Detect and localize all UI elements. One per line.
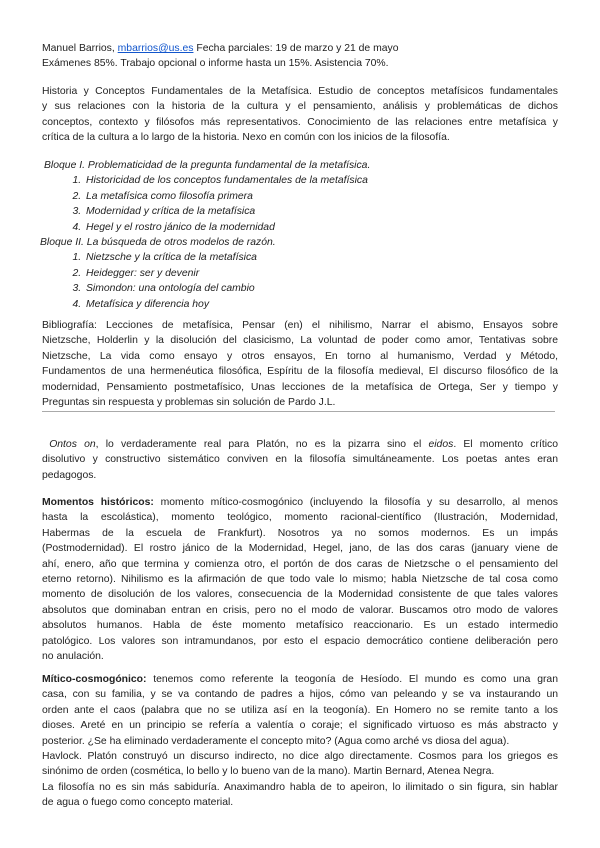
intro-line: crítica de la cultura a lo largo de la historia. Nexo en común con los inicios de la filosofía.	[42, 132, 450, 144]
mitico-line: dioses. Areté en un principio se refería a valentía o coraje; el significado virtuoso es más abstracto y	[42, 720, 558, 732]
momentos-line	[42, 495, 558, 510]
list-item: 4. Metafísica y diferencia hoy	[84, 297, 560, 312]
list-item: 4. Hegel y el rostro jánico de la modernidad	[84, 220, 560, 235]
bloque-2-list	[44, 250, 560, 312]
bibliography-line: Bibliografía: Lecciones de metafísica, Pensar (en) el nihilismo, Narrar el abismo, Ensayos sobre	[42, 320, 558, 331]
intro-line: Historia y Conceptos Fundamentales de la Metafísica. Estudio de conceptos metafísicos fundamentales	[42, 86, 558, 97]
momentos-paragraph	[42, 495, 558, 664]
momentos-line: Habermas de la escuela de Frankfurt). Nosotros ya no somos modernos. Es un impás	[42, 527, 558, 539]
list-item: 2. La metafísica como filosofía primera	[84, 189, 560, 204]
bibliography	[42, 318, 558, 410]
list-item: 2. Heidegger: ser y devenir	[84, 266, 560, 281]
bloque-2-title: Bloque II. La búsqueda de otros modelos de razón.	[40, 237, 276, 249]
momentos-line: momento de disolución de los valores, consecuencia de la Modernidad consistente de que tales valores	[42, 589, 558, 601]
ontos-line	[42, 437, 558, 452]
bibliography-line: Fundamentos de una hermenéutica filosófica, Espíritu de la filosofía medieval, El discurso filosófico de la	[42, 366, 558, 378]
mitico-line: sinónimo de orden (cosmética, lo bello y lo bueno van de la mano). Martin Bernard, Atenea Negra.	[42, 766, 495, 778]
bibliography-line: Preguntas sin respuesta y problemas sin solución de Pardo J.L.	[42, 397, 336, 409]
mitico-line: de agua o fuego como concepto material.	[42, 797, 234, 809]
list-item: 3. Modernidad y crítica de la metafísica	[84, 204, 560, 219]
bibliography-line: Nietzsche, La vida como ensayo y otros ensayos, En torno al humanismo, Verdad y Método,	[42, 350, 558, 362]
intro-line: y sus relaciones con la historia de la cultura y el pensamiento, análisis y problemáticas de dichos	[42, 101, 558, 113]
bloque-1-title: Bloque I. Problematicidad de la pregunta fundamental de la metafísica.	[44, 160, 371, 171]
email-link[interactable]: mbarrios@us.es	[117, 43, 194, 54]
syllabus	[40, 158, 560, 312]
section-divider	[42, 411, 555, 412]
momentos-line: patológico. Los valores son intramundanos, por esto el espacio democrático contiene deliberación pero	[42, 635, 558, 647]
momentos-line: no anulación.	[42, 651, 104, 663]
ontos-text: , lo verdaderamente real para Platón, no es la pizarra sino el	[95, 439, 429, 450]
momentos-line: hasta la escolástica), momento teológico, momento racional-científico (Ilustración, Modernidad,	[42, 512, 558, 524]
mitico-line: casa, con su familia, y se va contando de padres a hijos, cómo van peleando y se va instaurando un	[42, 689, 558, 701]
mitico-heading: Mítico-cosmogónico:	[42, 674, 147, 685]
mitico-line	[42, 672, 558, 687]
course-header	[42, 41, 558, 72]
list-item: 1. Historicidad de los conceptos fundamentales de la metafísica	[84, 173, 560, 188]
grading-line: Exámenes 85%. Trabajo opcional o informe hasta un 15%. Asistencia 70%.	[42, 58, 389, 70]
list-item: 1. Nietzsche y la crítica de la metafísica	[84, 250, 560, 265]
bibliography-line: Nietzsche, Holderlin y la disolución del clasicismo, La voluntad de poder como amor, Tentativas sobre	[42, 335, 558, 347]
mitico-paragraph	[42, 672, 558, 811]
mitico-text: tenemos como referente la teogonía de Hesíodo. El mundo es como una gran	[146, 674, 558, 685]
header-line-1	[42, 41, 558, 56]
intro-line: conceptos, contexto y filósofos más representativos. Conocimiento de las relaciones entre metafísica y	[42, 116, 558, 128]
ontos-text: . El momento crítico	[453, 439, 559, 450]
mitico-line: Havlock. Platón construyó un discurso indirecto, no dice algo directamente. Cosmos para los griegos es	[42, 751, 558, 763]
momentos-line: absolutos humanos. Habla de éste momento metafísico reaccionario. Es un estado intermedio	[42, 620, 558, 632]
mitico-line: orden ante el caos (palabra que no se utiliza así en la teogonía). En Homero no se remite tanto a los	[42, 704, 558, 716]
course-intro	[42, 84, 558, 146]
momentos-line: ahí, enero, año que termina y comienza otro, el portón de dos caras de Nietzsche o el pensamiento del	[42, 558, 558, 570]
mitico-line: La filosofía no es sin más sabiduría. Anaximandro habla de to apeiron, lo ilimitado o sin figura, sin hablar	[42, 781, 558, 793]
bloque-1-list	[44, 173, 560, 235]
bibliography-line: modernidad, Pensamiento postmetafísico, Unas lecciones de la metafísica de Ortega, Ser y tiempo y	[42, 381, 558, 393]
author-name: Manuel Barrios,	[42, 43, 115, 54]
ontos-line: pedagogos.	[42, 469, 97, 481]
momentos-line: absolutos que dominaban entran en crisis, pero no el modo de valorar. Buscamos otro modo de valores	[42, 604, 558, 616]
momentos-text: momento mítico-cosmogónico (incluyendo la filosofía y su desarrollo, al menos	[153, 497, 558, 508]
ontos-line: disolutivo y constructivo sistemático conviven en la filosofía simultáneamente. Los poetas antes eran	[42, 454, 558, 466]
momentos-heading: Momentos históricos:	[42, 497, 154, 508]
momentos-line: (Postmodernidad). El rostro jánico de la Modernidad, Hegel, jano, de las dos caras (january viene de	[42, 543, 558, 555]
mitico-line: posterior. ¿Se ha eliminado verdaderamente el concepto mito? (Agua como arché vs diosa del agua).	[42, 735, 510, 747]
exam-dates: Fecha parciales: 19 de marzo y 21 de mayo	[196, 43, 399, 54]
ontos-term: Ontos on	[49, 439, 96, 450]
eidos-term: eidos	[428, 439, 454, 450]
momentos-line: eterno retorno). Nihilismo es la afirmación de que todo vale lo mismo; habla Nietzsche de tal cosa como	[42, 574, 558, 586]
ontos-paragraph	[42, 437, 558, 483]
list-item: 3. Simondon: una ontología del cambio	[84, 281, 560, 296]
